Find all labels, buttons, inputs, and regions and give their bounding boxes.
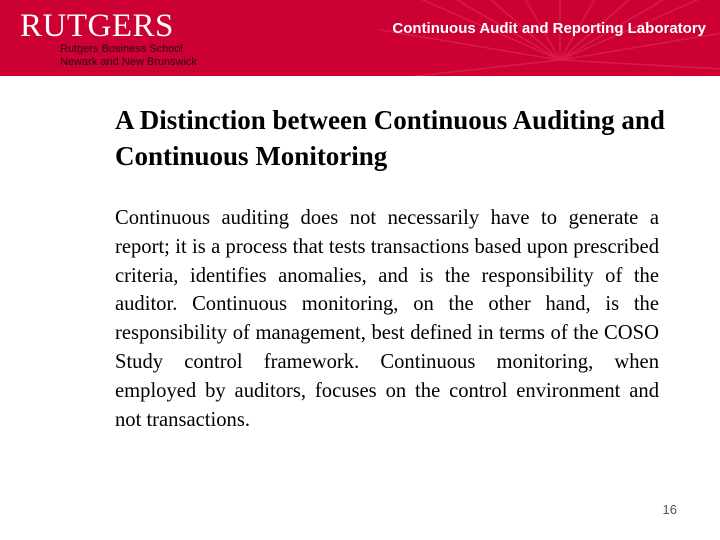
school-name: [60, 43, 197, 69]
school-line-1: Rutgers Business School: [60, 43, 183, 55]
slide-title: A Distinction between Continuous Auditing and Continuous Monitoring: [115, 105, 665, 171]
header-banner: [0, 0, 720, 76]
school-line-2: Newark and New Brunswick: [60, 56, 197, 68]
rutgers-logo: RUTGERS: [20, 8, 174, 44]
slide-body-text: Continuous auditing does not necessarily have to generate a report; it is a process that tests transactions based upon prescribed criteria, identifies anomalies, and is the responsibility of the auditor. Continuous monitoring, on the other hand, is the responsibility of management, best defined in terms of the COSO Study control framework. Continuous monitoring, when employed by auditors, focuses on the control environment and not transactions.: [115, 207, 659, 431]
lab-title: Continuous Audit and Reporting Laboratory: [392, 20, 706, 37]
page-number: 16: [662, 502, 677, 517]
